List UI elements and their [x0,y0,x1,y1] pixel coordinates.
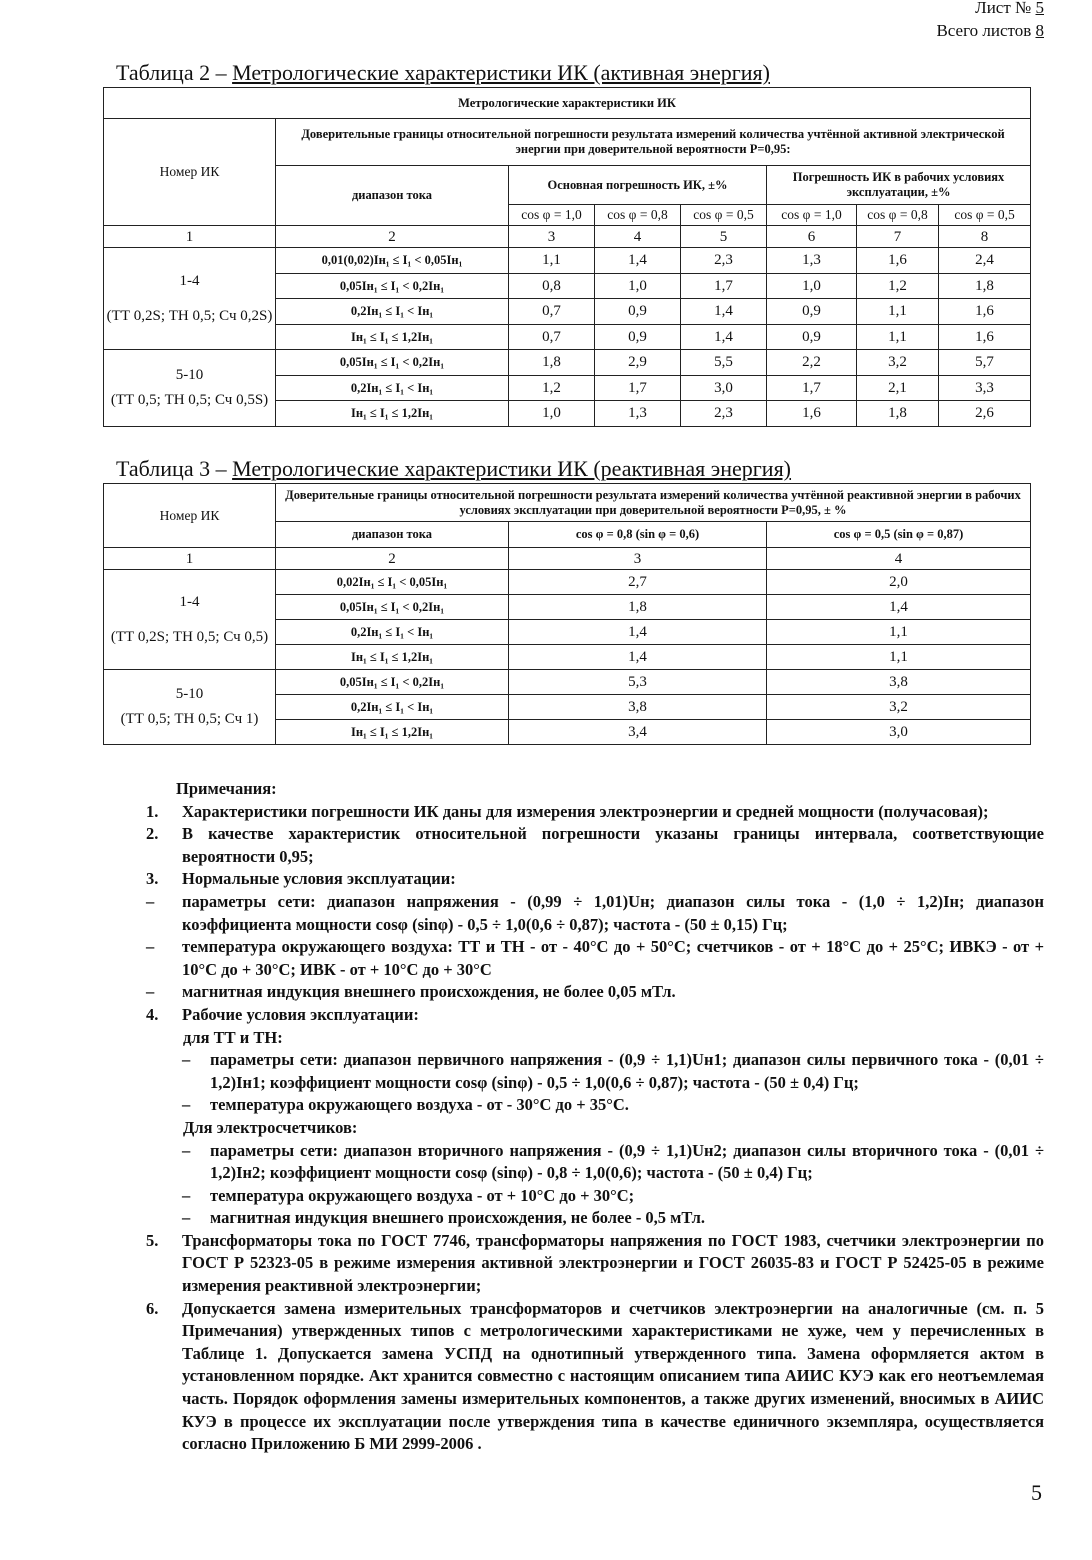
value-cell: 3,3 [939,375,1031,401]
note-5: 5. Трансформаторы тока по ГОСТ 7746, трансформаторы напряжения по ГОСТ 1983, счетчики электроэнергии по ГОСТ Р 52323-05 в режиме измерения активной электроэнергии и ГОСТ 26035-83 и ГОСТ Р 52425-05 в режиме измерения реактивной электроэнергии; [146,1230,1044,1296]
cos-phi-header: cos φ = 0,5 [939,205,1031,226]
table2-col-basic: Основная погрешность ИК, ±% [509,166,767,205]
column-number: 6 [767,226,857,248]
note-4-meters-magnetic: – магнитная индукция внешнего происхождения, не более - 0,5 мТл. [182,1208,705,1228]
table3 [103,483,1031,745]
column-number: 8 [939,226,1031,248]
ik-group-cell [104,570,276,670]
sheet-number: Лист № 5 [975,0,1044,17]
value-cell: 0,7 [509,324,595,350]
value-cell: 1,2 [509,375,595,401]
table2-caption: Таблица 2 – Метрологические характеристики ИК (активная энергия) [116,60,770,85]
value-cell: 1,7 [681,273,767,299]
note-4-meters-heading: Для электросчетчиков: [183,1117,358,1137]
cos-phi-header: cos φ = 1,0 [509,205,595,226]
value-cell: 1,0 [767,273,857,299]
value-cell: 1,3 [767,248,857,274]
column-number: 3 [509,548,767,570]
value-cell: 0,9 [767,324,857,350]
sheet-total: Всего листов 8 [936,21,1044,40]
value-cell: 2,6 [939,401,1031,427]
value-cell: 2,4 [939,248,1031,274]
value-cell: 1,4 [681,299,767,325]
current-range-cell: 0,2Iн₁ ≤ I₁ < Iн₁ [276,375,509,401]
value-cell: 1,6 [939,299,1031,325]
current-range-cell: 0,01(0,02)Iн₁ ≤ I₁ < 0,05Iн₁ [276,248,509,274]
value-cell: 1,7 [595,375,681,401]
cos-phi-header: cos φ = 1,0 [767,205,857,226]
ik-group-cell [104,670,276,745]
sheet-header [936,0,1044,42]
value-cell: 1,2 [857,273,939,299]
current-range-cell: 0,02Iн₁ ≤ I₁ < 0,05Iн₁ [276,570,509,595]
value-cell: 3,0 [767,720,1031,745]
value-cell: 1,1 [509,248,595,274]
ik-group-spec: (ТТ 0,5; ТН 0,5; Сч 0,5S) [110,391,269,408]
table2-group-header: Доверительные границы относительной погрешности результата измерений количества учтённой активной электрической энергии при доверительной вероятности Р=0,95: [276,119,1031,166]
note-4-tt-network: – параметры сети: диапазон первичного напряжения - (0,9 ÷ 1,1)Uн1; диапазон силы первичного тока - (0,01 ÷ 1,2)Iн1; коэффициент мощности cosφ (sinφ) - 0,5 ÷ 1,0(0,6 ÷ 0,87); частота - (50 ± 0,4) Гц; [182,1050,1044,1092]
value-cell: 2,2 [767,350,857,376]
current-range-cell: 0,2Iн₁ ≤ I₁ < Iн₁ [276,299,509,325]
value-cell: 1,6 [857,248,939,274]
value-cell: 0,8 [509,273,595,299]
current-range-cell: 0,2Iн₁ ≤ I₁ < Iн₁ [276,620,509,645]
note-1: 1. Характеристики погрешности ИК даны для измерения электроэнергии и средней мощности (получасовая); [146,801,989,821]
value-cell: 1,1 [767,645,1031,670]
note-4-meters-network: – параметры сети: диапазон вторичного напряжения - (0,9 ÷ 1,1)Uн2; диапазон силы вторичного тока - (0,01 ÷ 1,2)Iн2; коэффициент мощности cosφ (sinφ) - 0,8 ÷ 1,0(0,6); частота - (50 ± 0,4) Гц; [182,1140,1044,1183]
current-range-cell: 0,05Iн₁ ≤ I₁ < 0,2Iн₁ [276,350,509,376]
value-cell: 3,0 [681,375,767,401]
value-cell: 2,9 [595,350,681,376]
value-cell: 1,8 [509,350,595,376]
column-number: 7 [857,226,939,248]
value-cell: 1,7 [767,375,857,401]
note-3-temperature: – температура окружающего воздуха: ТТ и ТН - от - 40°С до + 50°С; счетчиков - от + 18°С до + 25°С; ИВКЭ - от + 10°С до + 30°С; ИВК - от + 10°С до + 30°С [146,937,1044,979]
value-cell: 3,2 [857,350,939,376]
current-range-cell: 0,05Iн₁ ≤ I₁ < 0,2Iн₁ [276,595,509,620]
value-cell: 1,4 [509,620,767,645]
note-6: 6. Допускается замена измерительных трансформаторов и счетчиков электроэнергии на аналогичные (см. п. 5 Примечания) утвержденных типов с метрологическими характеристиками не хуже, чем у перечисленных в Таблице 1. Допускается замена УСПД на однотипный утвержденного типа. Замена оформляется актом в установленном порядке. Акт хранится совместно с настоящим описанием типа АИИС КУЭ как его неотъемлемая часть. Порядок оформления замены измерительных компонентов, а также других изменений, вносимых в АИИС КУЭ в процессе их эксплуатации после утверждения типа в качестве единичного экземпляра, осуществляется согласно Приложению Б МИ 2999-2006 . [146,1298,1044,1454]
value-cell: 2,7 [509,570,767,595]
table-row [104,570,1031,595]
ik-group-spec: (ТТ 0,2S; ТН 0,5; Сч 0,5) [110,628,269,645]
current-range-cell: Iн₁ ≤ I₁ ≤ 1,2Iн₁ [276,401,509,427]
ik-group-cell [104,350,276,427]
note-3: 3. Нормальные условия эксплуатации: [146,869,456,889]
value-cell: 1,4 [509,645,767,670]
value-cell: 3,4 [509,720,767,745]
value-cell: 1,0 [509,401,595,427]
ik-group-name: 1-4 [179,272,200,289]
value-cell: 5,7 [939,350,1031,376]
note-3-magnetic: – магнитная индукция внешнего происхождения, не более 0,05 мТл. [146,982,676,1002]
value-cell: 3,8 [767,670,1031,695]
value-cell: 5,3 [509,670,767,695]
table-row [104,350,1031,376]
value-cell: 0,9 [595,299,681,325]
value-cell: 1,8 [509,595,767,620]
column-number: 3 [509,226,595,248]
column-number: 5 [681,226,767,248]
table2-col-range: диапазон тока [276,166,509,226]
ik-group-name: 5-10 [175,686,204,702]
current-range-cell: Iн₁ ≤ I₁ ≤ 1,2Iн₁ [276,720,509,745]
current-range-cell: Iн₁ ≤ I₁ ≤ 1,2Iн₁ [276,324,509,350]
column-number: 1 [104,226,276,248]
ik-group-name: 1-4 [179,593,200,610]
value-cell: 1,4 [681,324,767,350]
value-cell: 1,1 [857,299,939,325]
ik-group-spec: (ТТ 0,5; ТН 0,5; Сч 1) [120,711,259,727]
value-cell: 1,8 [857,401,939,427]
column-number: 4 [595,226,681,248]
value-cell: 2,3 [681,248,767,274]
value-cell: 1,1 [857,324,939,350]
note-4-tt-heading: для ТТ и ТН: [183,1027,283,1047]
value-cell: 1,1 [767,620,1031,645]
page-number: 5 [1031,1480,1042,1505]
note-4-tt-temperature: – температура окружающего воздуха - от - 30°С до + 35°С. [182,1095,629,1115]
table2 [103,87,1031,427]
current-range-cell: 0,05Iн₁ ≤ I₁ < 0,2Iн₁ [276,670,509,695]
ik-group-name: 5-10 [175,366,204,383]
value-cell: 0,9 [595,324,681,350]
value-cell: 2,0 [767,570,1031,595]
cos-phi-header: cos φ = 0,8 [857,205,939,226]
table-row [104,248,1031,274]
value-cell: 2,1 [857,375,939,401]
table3-col-number: Номер ИК [104,484,276,548]
table3-caption: Таблица 3 – Метрологические характеристики ИК (реактивная энергия) [116,456,792,481]
note-2: 2. В качестве характеристик относительной погрешности указаны границы интервала, соответствующие вероятности 0,95; [146,824,1044,866]
cos-phi-header: cos φ = 0,5 [681,205,767,226]
notes-title: Примечания: [176,779,277,798]
table2-top-header: Метрологические характеристики ИК [104,88,1031,119]
table3-col-cos-08: cos φ = 0,8 (sin φ = 0,6) [509,522,767,548]
table2-col-number: Номер ИК [104,119,276,226]
current-range-cell: Iн₁ ≤ I₁ ≤ 1,2Iн₁ [276,645,509,670]
value-cell: 1,3 [595,401,681,427]
value-cell: 1,0 [595,273,681,299]
value-cell: 3,8 [509,695,767,720]
note-4: 4. Рабочие условия эксплуатации: [146,1004,419,1024]
value-cell: 2,3 [681,401,767,427]
table3-group-header: Доверительные границы относительной погрешности результата измерений количества учтённой реактивной энергии в рабочих условиях эксплуатации при доверительной вероятности Р=0,95, ± % [276,484,1031,522]
value-cell: 1,4 [595,248,681,274]
notes [138,778,1044,1456]
value-cell: 1,6 [767,401,857,427]
value-cell: 5,5 [681,350,767,376]
current-range-cell: 0,2Iн₁ ≤ I₁ < Iн₁ [276,695,509,720]
value-cell: 0,7 [509,299,595,325]
ik-group-cell [104,248,276,350]
value-cell: 1,6 [939,324,1031,350]
ik-group-spec: (ТТ 0,2S; ТН 0,5; Сч 0,2S) [106,307,273,324]
value-cell: 1,8 [939,273,1031,299]
column-number: 2 [276,548,509,570]
table-row [104,670,1031,695]
value-cell: 1,4 [767,595,1031,620]
cos-phi-header: cos φ = 0,8 [595,205,681,226]
column-number: 1 [104,548,276,570]
note-4-meters-temperature: – температура окружающего воздуха - от + 10°С до + 30°С; [182,1185,635,1205]
column-number: 4 [767,548,1031,570]
current-range-cell: 0,05Iн₁ ≤ I₁ < 0,2Iн₁ [276,273,509,299]
column-number: 2 [276,226,509,248]
table3-col-cos-05: cos φ = 0,5 (sin φ = 0,87) [767,522,1031,548]
value-cell: 3,2 [767,695,1031,720]
table3-col-range: диапазон тока [276,522,509,548]
table2-col-work: Погрешность ИК в рабочих условиях эксплуатации, ±% [767,166,1031,205]
note-3-network: – параметры сети: диапазон напряжения - (0,99 ÷ 1,01)Uн; диапазон силы тока - (1,0 ÷ 1,2)Iн; диапазон коэффициента мощности cosφ (sinφ) - 0,5 ÷ 1,0(0,6 ÷ 0,87); частота - (50 ± 0,15) Гц; [146,891,1044,934]
value-cell: 0,9 [767,299,857,325]
